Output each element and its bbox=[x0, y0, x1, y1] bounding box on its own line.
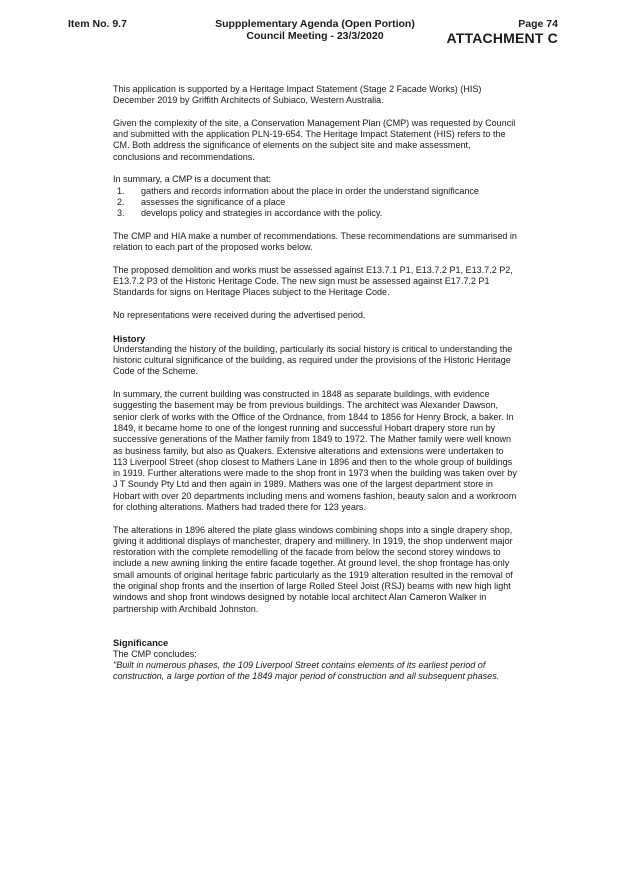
paragraph-cmp-summary: In summary, a CMP is a document that: bbox=[113, 174, 272, 185]
list-text: gathers and records information about the place in order the understand significance bbox=[141, 185, 479, 196]
list-number: 2. bbox=[117, 196, 125, 207]
paragraph-representations: No representations were received during the advertised period. bbox=[113, 309, 366, 320]
list-number: 3. bbox=[117, 208, 125, 219]
page-info bbox=[446, 18, 558, 47]
agenda-title-line1: Suppplementary Agenda (Open Portion) bbox=[215, 18, 415, 30]
list-item bbox=[113, 208, 518, 219]
history-intro: Understanding the history of the building, particularly its social history is critical to understanding the historic cultural significance of the building, as required under the provisions of the Historic Heritage Code of the Scheme. bbox=[113, 343, 513, 377]
list-item bbox=[113, 197, 518, 208]
paragraph-assessment: The proposed demolition and works must be assessed against E13.7.1 P1, E13.7.2 P1, E13.7.2 P2, E13.7.2 P3 of the Historic Heritage Code. The new sign must be assessed against E17.7.2 P1 Standards for signs on Heritage Places subject to the Heritage Code. bbox=[113, 264, 513, 298]
list-text: assesses the significance of a place bbox=[141, 196, 286, 207]
significance-heading: Significance bbox=[113, 637, 169, 649]
significance-quote: "Built in numerous phases, the 109 Liverpool Street contains elements of its earliest period of construction, a large portion of the 1849 major period of construction and all subsequent phases. bbox=[113, 659, 500, 682]
history-summary: In summary, the current building was constructed in 1848 as separate buildings, with evidence suggesting the basement may be from previous buildings. The architect was Alexander Dawson, senior clerk of works with the Office of the Ordnance, from 1844 to 1856 for Henry Brock, a baker. In 1849, it became home to one of the longest running and successful Hobart drapery store run by successive generations of the Mather family from 1849 to 1972. The Mather family were well known as business family, but also as Quakers. Extensive alterations and extensions were undertaken to 113 Liverpool Street (shop closest to Mathers Lane in 1896 and then to the whole group of buildings in 1919. Further alterations were made to the shop front in 1973 when the building was taken over by J T Soundy Pty Ltd and then again in 1989. Mathers was one of the largest department store in Hobart with over 20 departments including mens and womens fashion, beauty salon and a workroom for clothing alterations. Mathers had traded there for 123 years. bbox=[113, 389, 517, 512]
page-number: Page 74 bbox=[518, 18, 558, 30]
paragraph-cmp: Given the complexity of the site, a Conservation Management Plan (CMP) was requested by Council and submitted with the application PLN-19-654. The Heritage Impact Statement (HIS) refers to the CM. Both address the significance of elements on the subject site and make assessment, conclusions and recommendations. bbox=[113, 117, 516, 162]
document-body bbox=[113, 84, 518, 694]
significance-intro: The CMP concludes: bbox=[113, 648, 197, 659]
list-number: 1. bbox=[117, 185, 125, 196]
cmp-list bbox=[113, 186, 518, 220]
history-heading: History bbox=[113, 332, 146, 344]
agenda-title bbox=[200, 18, 430, 42]
paragraph-his: This application is supported by a Heritage Impact Statement (Stage 2 Facade Works) (HIS) December 2019 by Griffith Architects of Subiaco, Western Australia. bbox=[113, 84, 482, 106]
attachment-label: ATTACHMENT C bbox=[446, 30, 558, 46]
list-text: develops policy and strategies in accordance with the policy. bbox=[141, 208, 383, 219]
agenda-title-line2: Council Meeting - 23/3/2020 bbox=[246, 30, 384, 42]
item-number: Item No. 9.7 bbox=[68, 18, 127, 30]
paragraph-recommendations: The CMP and HIA make a number of recommendations. These recommendations are summarised in relation to each part of the proposed works below. bbox=[113, 230, 517, 253]
history-alterations: The alterations in 1896 altered the plate glass windows combining shops into a single drapery shop, giving it additional displays of manchester, drapery and millinery. In 1919, the shop underwent major restoration with the complete remodelling of the facade from below the second storey windows to include a new awning linking the entire facade together. At ground level, the shop frontage has only small amounts of original heritage fabric particularly as the 1919 alteration resulted in the removal of the original shop fronts and the insertion of large Rolled Steel Joist (RSJ) beams with new high light windows and shop front windows designed by notable local architect Alan Cameron Walker in partnership with Archibald Johnston. bbox=[113, 524, 513, 614]
list-item bbox=[113, 186, 518, 197]
